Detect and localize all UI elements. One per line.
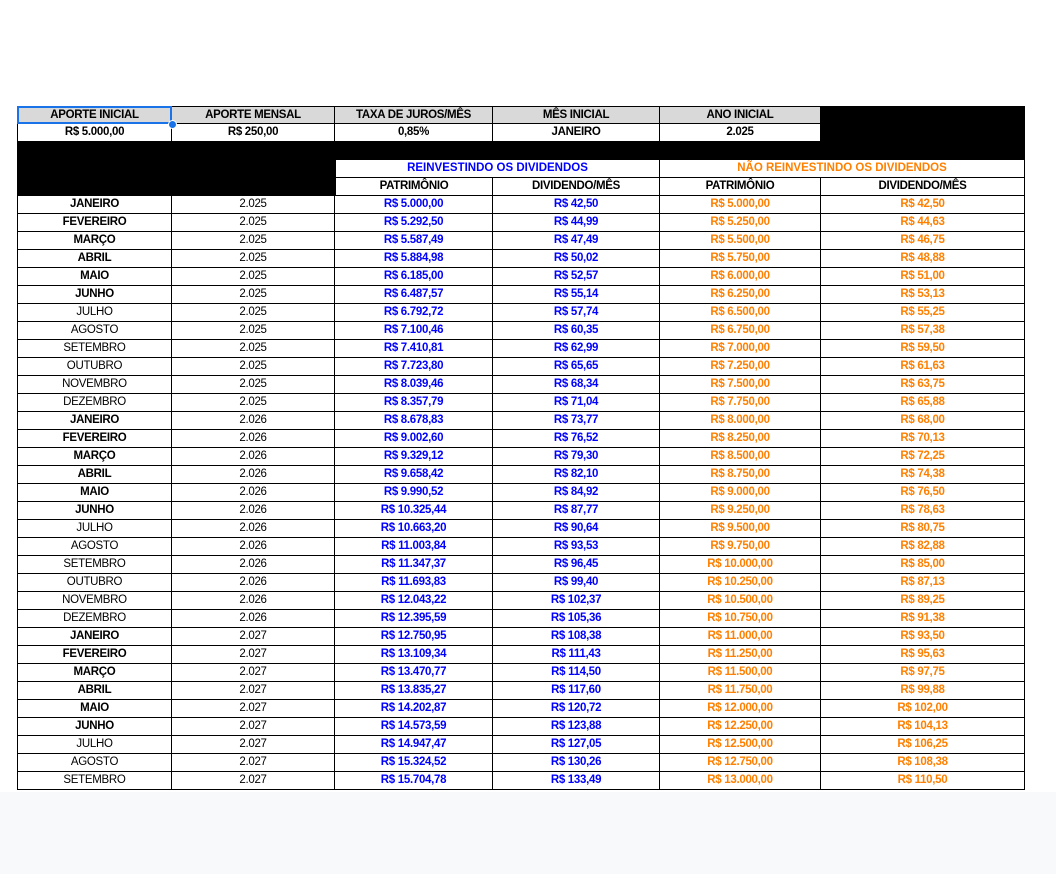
table-row	[17, 718, 1025, 736]
dividendo-reinvest-cell[interactable]: R$ 96,45	[493, 556, 660, 574]
selection-fill-handle[interactable]	[168, 120, 177, 129]
patrimonio-reinvest-cell[interactable]: R$ 11.347,37	[335, 556, 493, 574]
patrimonio-reinvest-cell[interactable]: R$ 7.100,46	[335, 322, 493, 340]
patrimonio-no-reinvest-cell[interactable]: R$ 7.750,00	[660, 394, 821, 412]
patrimonio-no-reinvest-cell[interactable]: R$ 8.000,00	[660, 412, 821, 430]
patrimonio-reinvest-cell[interactable]: R$ 8.678,83	[335, 412, 493, 430]
month-cell[interactable]: JUNHO	[17, 502, 172, 520]
month-cell[interactable]: MARÇO	[17, 232, 172, 250]
data-rows	[17, 196, 1025, 790]
patrimonio-reinvest-cell[interactable]: R$ 13.470,77	[335, 664, 493, 682]
year-cell[interactable]: 2.026	[172, 484, 335, 502]
table-row	[17, 268, 1025, 286]
dividendo-reinvest-cell[interactable]: R$ 99,40	[493, 574, 660, 592]
patrimonio-no-reinvest-cell[interactable]: R$ 8.750,00	[660, 466, 821, 484]
year-cell[interactable]: 2.025	[172, 376, 335, 394]
patrimonio-reinvest-cell[interactable]: R$ 13.835,27	[335, 682, 493, 700]
dividendo-reinvest-cell[interactable]: R$ 90,64	[493, 520, 660, 538]
dividendo-reinvest-cell[interactable]: R$ 62,99	[493, 340, 660, 358]
month-cell[interactable]: MAIO	[17, 268, 172, 286]
patrimonio-reinvest-cell[interactable]: R$ 14.573,59	[335, 718, 493, 736]
patrimonio-no-reinvest-cell[interactable]: R$ 5.500,00	[660, 232, 821, 250]
patrimonio-reinvest-cell[interactable]: R$ 12.395,59	[335, 610, 493, 628]
patrimonio-no-reinvest-cell[interactable]: R$ 6.000,00	[660, 268, 821, 286]
patrimonio-reinvest-cell[interactable]: R$ 9.329,12	[335, 448, 493, 466]
table-row	[17, 376, 1025, 394]
dividendo-no-reinvest-cell[interactable]: R$ 76,50	[821, 484, 1025, 502]
table-row	[17, 358, 1025, 376]
dividendo-reinvest-cell[interactable]: R$ 68,34	[493, 376, 660, 394]
dividendo-no-reinvest-cell[interactable]: R$ 59,50	[821, 340, 1025, 358]
table-row	[17, 574, 1025, 592]
subheader-dividendo-reinvest[interactable]: DIVIDENDO/MÊS	[493, 178, 660, 196]
cell-aporte-mensal-header[interactable]: APORTE MENSAL	[172, 106, 335, 124]
year-cell[interactable]: 2.026	[172, 574, 335, 592]
month-cell[interactable]: NOVEMBRO	[17, 376, 172, 394]
patrimonio-reinvest-cell[interactable]: R$ 14.202,87	[335, 700, 493, 718]
patrimonio-no-reinvest-cell[interactable]: R$ 9.500,00	[660, 520, 821, 538]
dividendo-reinvest-cell[interactable]: R$ 52,57	[493, 268, 660, 286]
dividendo-reinvest-cell[interactable]: R$ 60,35	[493, 322, 660, 340]
dividendo-reinvest-cell[interactable]: R$ 114,50	[493, 664, 660, 682]
table-row	[17, 412, 1025, 430]
table-row	[17, 736, 1025, 754]
dividendo-reinvest-cell[interactable]: R$ 42,50	[493, 196, 660, 214]
month-cell[interactable]: ABRIL	[17, 466, 172, 484]
table-row	[17, 484, 1025, 502]
dividendo-no-reinvest-cell[interactable]: R$ 108,38	[821, 754, 1025, 772]
dividendo-reinvest-cell[interactable]: R$ 133,49	[493, 772, 660, 790]
dividendo-no-reinvest-cell[interactable]: R$ 42,50	[821, 196, 1025, 214]
year-cell[interactable]: 2.026	[172, 592, 335, 610]
table-row	[17, 592, 1025, 610]
cell-taxa-juros-header[interactable]: TAXA DE JUROS/MÊS	[335, 106, 493, 124]
patrimonio-reinvest-cell[interactable]: R$ 7.410,81	[335, 340, 493, 358]
patrimonio-no-reinvest-cell[interactable]: R$ 12.250,00	[660, 718, 821, 736]
table-row	[17, 250, 1025, 268]
patrimonio-reinvest-cell[interactable]: R$ 11.693,83	[335, 574, 493, 592]
month-cell[interactable]: FEVEREIRO	[17, 214, 172, 232]
table-row	[17, 430, 1025, 448]
table-row	[17, 304, 1025, 322]
patrimonio-no-reinvest-cell[interactable]: R$ 6.250,00	[660, 286, 821, 304]
spreadsheet	[17, 106, 1025, 790]
year-cell[interactable]: 2.027	[172, 628, 335, 646]
table-row	[17, 502, 1025, 520]
table-row	[17, 556, 1025, 574]
patrimonio-no-reinvest-cell[interactable]: R$ 7.250,00	[660, 358, 821, 376]
year-cell[interactable]: 2.027	[172, 646, 335, 664]
dividendo-no-reinvest-cell[interactable]: R$ 91,38	[821, 610, 1025, 628]
month-cell[interactable]: FEVEREIRO	[17, 430, 172, 448]
patrimonio-reinvest-cell[interactable]: R$ 6.185,00	[335, 268, 493, 286]
month-cell[interactable]: JULHO	[17, 736, 172, 754]
patrimonio-no-reinvest-cell[interactable]: R$ 8.500,00	[660, 448, 821, 466]
year-cell[interactable]: 2.026	[172, 466, 335, 484]
month-cell[interactable]: ABRIL	[17, 250, 172, 268]
cell-aporte-inicial-header[interactable]: APORTE INICIAL	[17, 106, 172, 124]
subheader-patrimonio-reinvest[interactable]: PATRIMÔNIO	[335, 178, 493, 196]
table-row	[17, 772, 1025, 790]
cell-ano-inicial-value[interactable]: 2.025	[660, 124, 821, 142]
table-row	[17, 340, 1025, 358]
year-cell[interactable]: 2.026	[172, 520, 335, 538]
patrimonio-reinvest-cell[interactable]: R$ 14.947,47	[335, 736, 493, 754]
dividendo-reinvest-cell[interactable]: R$ 50,02	[493, 250, 660, 268]
cell-mes-inicial-value[interactable]: JANEIRO	[493, 124, 660, 142]
dividendo-no-reinvest-cell[interactable]: R$ 68,00	[821, 412, 1025, 430]
dividendo-reinvest-cell[interactable]: R$ 73,77	[493, 412, 660, 430]
dividendo-reinvest-cell[interactable]: R$ 57,74	[493, 304, 660, 322]
year-cell[interactable]: 2.026	[172, 502, 335, 520]
dividendo-no-reinvest-cell[interactable]: R$ 46,75	[821, 232, 1025, 250]
patrimonio-reinvest-cell[interactable]: R$ 9.658,42	[335, 466, 493, 484]
dividendo-no-reinvest-cell[interactable]: R$ 48,88	[821, 250, 1025, 268]
dividendo-reinvest-cell[interactable]: R$ 44,99	[493, 214, 660, 232]
dividendo-reinvest-cell[interactable]: R$ 117,60	[493, 682, 660, 700]
patrimonio-reinvest-cell[interactable]: R$ 10.325,44	[335, 502, 493, 520]
dividendo-no-reinvest-cell[interactable]: R$ 106,25	[821, 736, 1025, 754]
patrimonio-no-reinvest-cell[interactable]: R$ 6.750,00	[660, 322, 821, 340]
month-cell[interactable]: AGOSTO	[17, 754, 172, 772]
dividendo-reinvest-cell[interactable]: R$ 111,43	[493, 646, 660, 664]
patrimonio-reinvest-cell[interactable]: R$ 9.002,60	[335, 430, 493, 448]
subheader-dividendo-no-reinvest[interactable]: DIVIDENDO/MÊS	[821, 178, 1025, 196]
dividendo-reinvest-cell[interactable]: R$ 93,53	[493, 538, 660, 556]
dividendo-reinvest-cell[interactable]: R$ 71,04	[493, 394, 660, 412]
year-cell[interactable]: 2.025	[172, 196, 335, 214]
patrimonio-no-reinvest-cell[interactable]: R$ 9.750,00	[660, 538, 821, 556]
table-row	[17, 322, 1025, 340]
dividendo-no-reinvest-cell[interactable]: R$ 102,00	[821, 700, 1025, 718]
table-row	[17, 682, 1025, 700]
subheader-patrimonio-no-reinvest[interactable]: PATRIMÔNIO	[660, 178, 821, 196]
month-cell[interactable]: SETEMBRO	[17, 772, 172, 790]
year-cell[interactable]: 2.026	[172, 610, 335, 628]
cell-aporte-mensal-value[interactable]: R$ 250,00	[172, 124, 335, 142]
month-cell[interactable]: NOVEMBRO	[17, 592, 172, 610]
dividendo-reinvest-cell[interactable]: R$ 82,10	[493, 466, 660, 484]
patrimonio-reinvest-cell[interactable]: R$ 13.109,34	[335, 646, 493, 664]
patrimonio-no-reinvest-cell[interactable]: R$ 5.750,00	[660, 250, 821, 268]
patrimonio-no-reinvest-cell[interactable]: R$ 11.500,00	[660, 664, 821, 682]
year-cell[interactable]: 2.025	[172, 322, 335, 340]
dividendo-no-reinvest-cell[interactable]: R$ 87,13	[821, 574, 1025, 592]
dividendo-no-reinvest-cell[interactable]: R$ 74,38	[821, 466, 1025, 484]
patrimonio-reinvest-cell[interactable]: R$ 5.587,49	[335, 232, 493, 250]
dividendo-reinvest-cell[interactable]: R$ 65,65	[493, 358, 660, 376]
dividendo-no-reinvest-cell[interactable]: R$ 51,00	[821, 268, 1025, 286]
patrimonio-reinvest-cell[interactable]: R$ 5.292,50	[335, 214, 493, 232]
patrimonio-reinvest-cell[interactable]: R$ 9.990,52	[335, 484, 493, 502]
patrimonio-no-reinvest-cell[interactable]: R$ 13.000,00	[660, 772, 821, 790]
dividendo-no-reinvest-cell[interactable]: R$ 93,50	[821, 628, 1025, 646]
year-cell[interactable]: 2.027	[172, 700, 335, 718]
table-row	[17, 196, 1025, 214]
black-left-block	[17, 142, 335, 196]
dividendo-no-reinvest-cell[interactable]: R$ 110,50	[821, 772, 1025, 790]
dividendo-no-reinvest-cell[interactable]: R$ 65,88	[821, 394, 1025, 412]
dividendo-no-reinvest-cell[interactable]: R$ 97,75	[821, 664, 1025, 682]
month-cell[interactable]: JANEIRO	[17, 628, 172, 646]
patrimonio-reinvest-cell[interactable]: R$ 10.663,20	[335, 520, 493, 538]
month-cell[interactable]: OUTUBRO	[17, 358, 172, 376]
table-row	[17, 214, 1025, 232]
dividendo-no-reinvest-cell[interactable]: R$ 80,75	[821, 520, 1025, 538]
month-cell[interactable]: SETEMBRO	[17, 556, 172, 574]
patrimonio-no-reinvest-cell[interactable]: R$ 10.500,00	[660, 592, 821, 610]
patrimonio-reinvest-cell[interactable]: R$ 5.884,98	[335, 250, 493, 268]
table-row	[17, 664, 1025, 682]
year-cell[interactable]: 2.025	[172, 304, 335, 322]
dividendo-no-reinvest-cell[interactable]: R$ 99,88	[821, 682, 1025, 700]
table-row	[17, 520, 1025, 538]
month-cell[interactable]: DEZEMBRO	[17, 610, 172, 628]
table-row	[17, 538, 1025, 556]
patrimonio-reinvest-cell[interactable]: R$ 5.000,00	[335, 196, 493, 214]
patrimonio-reinvest-cell[interactable]: R$ 15.704,78	[335, 772, 493, 790]
year-cell[interactable]: 2.027	[172, 736, 335, 754]
dividendo-no-reinvest-cell[interactable]: R$ 82,88	[821, 538, 1025, 556]
dividendo-no-reinvest-cell[interactable]: R$ 78,63	[821, 502, 1025, 520]
dividendo-reinvest-cell[interactable]: R$ 120,72	[493, 700, 660, 718]
year-cell[interactable]: 2.026	[172, 448, 335, 466]
month-cell[interactable]: JUNHO	[17, 286, 172, 304]
patrimonio-no-reinvest-cell[interactable]: R$ 10.250,00	[660, 574, 821, 592]
page-margin	[0, 792, 1056, 874]
group-no-reinvest-header[interactable]: NÃO REINVESTINDO OS DIVIDENDOS	[660, 160, 1025, 178]
year-cell[interactable]: 2.026	[172, 412, 335, 430]
patrimonio-no-reinvest-cell[interactable]: R$ 11.750,00	[660, 682, 821, 700]
year-cell[interactable]: 2.027	[172, 682, 335, 700]
month-cell[interactable]: OUTUBRO	[17, 574, 172, 592]
patrimonio-no-reinvest-cell[interactable]: R$ 8.250,00	[660, 430, 821, 448]
patrimonio-no-reinvest-cell[interactable]: R$ 7.500,00	[660, 376, 821, 394]
month-cell[interactable]: FEVEREIRO	[17, 646, 172, 664]
patrimonio-no-reinvest-cell[interactable]: R$ 5.000,00	[660, 196, 821, 214]
month-cell[interactable]: AGOSTO	[17, 322, 172, 340]
year-cell[interactable]: 2.027	[172, 664, 335, 682]
patrimonio-no-reinvest-cell[interactable]: R$ 7.000,00	[660, 340, 821, 358]
dividendo-no-reinvest-cell[interactable]: R$ 104,13	[821, 718, 1025, 736]
patrimonio-reinvest-cell[interactable]: R$ 8.357,79	[335, 394, 493, 412]
dividendo-no-reinvest-cell[interactable]: R$ 57,38	[821, 322, 1025, 340]
year-cell[interactable]: 2.025	[172, 394, 335, 412]
table-row	[17, 286, 1025, 304]
cell-taxa-juros-value[interactable]: 0,85%	[335, 124, 493, 142]
year-cell[interactable]: 2.025	[172, 358, 335, 376]
dividendo-reinvest-cell[interactable]: R$ 130,26	[493, 754, 660, 772]
patrimonio-no-reinvest-cell[interactable]: R$ 11.000,00	[660, 628, 821, 646]
patrimonio-reinvest-cell[interactable]: R$ 8.039,46	[335, 376, 493, 394]
patrimonio-reinvest-cell[interactable]: R$ 12.750,95	[335, 628, 493, 646]
table-row	[17, 232, 1025, 250]
year-cell[interactable]: 2.026	[172, 430, 335, 448]
table-row	[17, 700, 1025, 718]
month-cell[interactable]: MARÇO	[17, 664, 172, 682]
patrimonio-no-reinvest-cell[interactable]: R$ 12.750,00	[660, 754, 821, 772]
month-cell[interactable]: SETEMBRO	[17, 340, 172, 358]
dividendo-no-reinvest-cell[interactable]: R$ 61,63	[821, 358, 1025, 376]
dividendo-no-reinvest-cell[interactable]: R$ 72,25	[821, 448, 1025, 466]
dividendo-no-reinvest-cell[interactable]: R$ 44,63	[821, 214, 1025, 232]
patrimonio-no-reinvest-cell[interactable]: R$ 10.750,00	[660, 610, 821, 628]
patrimonio-reinvest-cell[interactable]: R$ 6.487,57	[335, 286, 493, 304]
dividendo-reinvest-cell[interactable]: R$ 47,49	[493, 232, 660, 250]
table-row	[17, 754, 1025, 772]
month-cell[interactable]: DEZEMBRO	[17, 394, 172, 412]
dividendo-no-reinvest-cell[interactable]: R$ 63,75	[821, 376, 1025, 394]
dividendo-no-reinvest-cell[interactable]: R$ 55,25	[821, 304, 1025, 322]
patrimonio-reinvest-cell[interactable]: R$ 15.324,52	[335, 754, 493, 772]
table-row	[17, 610, 1025, 628]
patrimonio-no-reinvest-cell[interactable]: R$ 9.000,00	[660, 484, 821, 502]
month-cell[interactable]: ABRIL	[17, 682, 172, 700]
dividendo-reinvest-cell[interactable]: R$ 55,14	[493, 286, 660, 304]
patrimonio-reinvest-cell[interactable]: R$ 11.003,84	[335, 538, 493, 556]
year-cell[interactable]: 2.027	[172, 772, 335, 790]
dividendo-no-reinvest-cell[interactable]: R$ 95,63	[821, 646, 1025, 664]
patrimonio-reinvest-cell[interactable]: R$ 12.043,22	[335, 592, 493, 610]
patrimonio-reinvest-cell[interactable]: R$ 7.723,80	[335, 358, 493, 376]
year-cell[interactable]: 2.026	[172, 556, 335, 574]
patrimonio-no-reinvest-cell[interactable]: R$ 12.000,00	[660, 700, 821, 718]
dividendo-reinvest-cell[interactable]: R$ 123,88	[493, 718, 660, 736]
cell-aporte-inicial-value[interactable]: R$ 5.000,00	[17, 124, 172, 142]
year-cell[interactable]: 2.027	[172, 754, 335, 772]
patrimonio-no-reinvest-cell[interactable]: R$ 5.250,00	[660, 214, 821, 232]
patrimonio-no-reinvest-cell[interactable]: R$ 12.500,00	[660, 736, 821, 754]
year-cell[interactable]: 2.025	[172, 232, 335, 250]
table-row	[17, 628, 1025, 646]
patrimonio-no-reinvest-cell[interactable]: R$ 9.250,00	[660, 502, 821, 520]
year-cell[interactable]: 2.025	[172, 286, 335, 304]
group-reinvest-header[interactable]: REINVESTINDO OS DIVIDENDOS	[335, 160, 660, 178]
dividendo-reinvest-cell[interactable]: R$ 105,36	[493, 610, 660, 628]
year-cell[interactable]: 2.025	[172, 214, 335, 232]
month-cell[interactable]: MAIO	[17, 484, 172, 502]
month-cell[interactable]: JULHO	[17, 304, 172, 322]
year-cell[interactable]: 2.025	[172, 340, 335, 358]
dividendo-no-reinvest-cell[interactable]: R$ 70,13	[821, 430, 1025, 448]
dividendo-no-reinvest-cell[interactable]: R$ 85,00	[821, 556, 1025, 574]
dividendo-no-reinvest-cell[interactable]: R$ 53,13	[821, 286, 1025, 304]
dividendo-reinvest-cell[interactable]: R$ 84,92	[493, 484, 660, 502]
year-cell[interactable]: 2.025	[172, 268, 335, 286]
year-cell[interactable]: 2.025	[172, 250, 335, 268]
patrimonio-no-reinvest-cell[interactable]: R$ 11.250,00	[660, 646, 821, 664]
dividendo-reinvest-cell[interactable]: R$ 108,38	[493, 628, 660, 646]
year-cell[interactable]: 2.027	[172, 718, 335, 736]
cell-mes-inicial-header[interactable]: MÊS INICIAL	[493, 106, 660, 124]
year-cell[interactable]: 2.026	[172, 538, 335, 556]
patrimonio-reinvest-cell[interactable]: R$ 6.792,72	[335, 304, 493, 322]
patrimonio-no-reinvest-cell[interactable]: R$ 6.500,00	[660, 304, 821, 322]
dividendo-reinvest-cell[interactable]: R$ 79,30	[493, 448, 660, 466]
month-cell[interactable]: MAIO	[17, 700, 172, 718]
month-cell[interactable]: JANEIRO	[17, 196, 172, 214]
month-cell[interactable]: JULHO	[17, 520, 172, 538]
table-row	[17, 448, 1025, 466]
dividendo-reinvest-cell[interactable]: R$ 76,52	[493, 430, 660, 448]
month-cell[interactable]: AGOSTO	[17, 538, 172, 556]
dividendo-no-reinvest-cell[interactable]: R$ 89,25	[821, 592, 1025, 610]
dividendo-reinvest-cell[interactable]: R$ 87,77	[493, 502, 660, 520]
patrimonio-no-reinvest-cell[interactable]: R$ 10.000,00	[660, 556, 821, 574]
month-cell[interactable]: JUNHO	[17, 718, 172, 736]
dividendo-reinvest-cell[interactable]: R$ 127,05	[493, 736, 660, 754]
table-row	[17, 394, 1025, 412]
dividendo-reinvest-cell[interactable]: R$ 102,37	[493, 592, 660, 610]
month-cell[interactable]: JANEIRO	[17, 412, 172, 430]
table-row	[17, 646, 1025, 664]
table-row	[17, 466, 1025, 484]
cell-ano-inicial-header[interactable]: ANO INICIAL	[660, 106, 821, 124]
month-cell[interactable]: MARÇO	[17, 448, 172, 466]
